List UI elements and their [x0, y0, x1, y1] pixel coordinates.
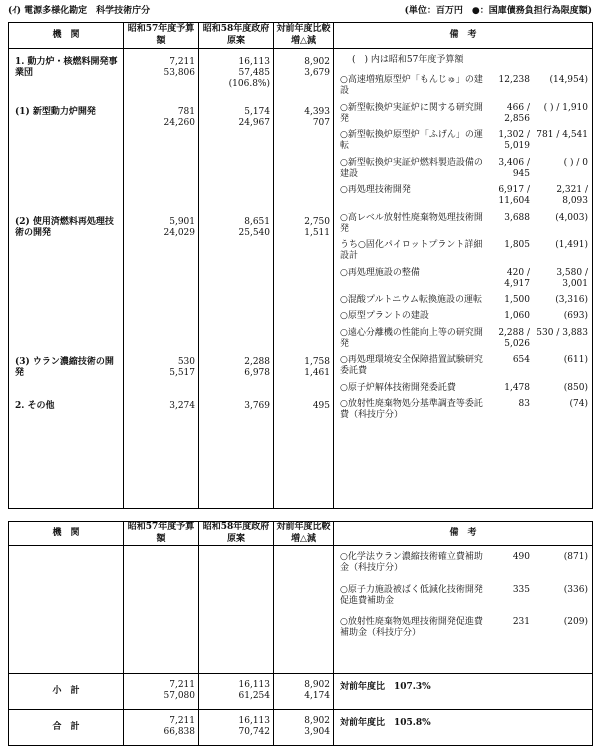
- remark-text: ○化学法ウラン濃縮技術確立費補助金（科技庁分）: [340, 552, 483, 574]
- remark-prev-amount: ( ) / 0: [563, 157, 588, 168]
- value: 57,485: [238, 68, 270, 78]
- value: 6,978: [244, 368, 270, 378]
- row-label-2: (1) 新型動力炉開発: [15, 107, 96, 117]
- remark-amount: 12,238: [498, 75, 530, 85]
- value: 1,758: [304, 357, 330, 367]
- remark-amount: 1,805: [504, 240, 530, 250]
- value: 4,174: [304, 691, 330, 701]
- remark-prev-amount: (3,316): [555, 295, 588, 305]
- remark-item: [338, 75, 592, 98]
- value: 5,901: [169, 217, 195, 227]
- value: 7,211: [169, 57, 195, 67]
- remark-prev-amount: (693): [563, 311, 588, 322]
- remark-item: [338, 158, 592, 181]
- remark-item: [338, 617, 592, 640]
- remark-text: ○新型転換炉原型炉「ふげん」の運転: [340, 130, 483, 152]
- col-fy58: 昭和58年度政府原案: [199, 522, 274, 546]
- remark-item: [338, 328, 592, 351]
- remark-amount: 420 / 4,917: [504, 267, 530, 289]
- value: 24,260: [163, 118, 195, 128]
- diff-column: [274, 49, 334, 509]
- col-remarks: 備 考: [334, 522, 593, 546]
- remark-prev-amount: (850): [563, 382, 588, 393]
- total-fy58: [199, 710, 274, 746]
- value: 8,902: [304, 716, 330, 726]
- value: 4,393: [304, 107, 330, 117]
- remark-amount: 335: [512, 584, 530, 595]
- remark-item: [338, 240, 592, 263]
- empty-cell: [124, 546, 199, 674]
- remark-text: ○再処理環境安全保障措置試験研究委託費: [340, 355, 483, 377]
- remark-amount: 1,060: [504, 311, 530, 322]
- value: 5,517: [169, 368, 195, 378]
- value: 781: [177, 107, 195, 117]
- col-remarks: 備 考: [334, 23, 593, 49]
- value: 8,902: [304, 680, 330, 690]
- remark-amount: 6,917 / 11,604: [498, 185, 530, 207]
- col-fy58: 昭和58年度政府原案: [199, 23, 274, 49]
- col-fy57: 昭和57年度予算額: [124, 23, 199, 49]
- value: 53,806: [163, 68, 195, 78]
- remark-text: ○再処理施設の整備: [340, 267, 420, 278]
- remark-text: ○原子炉解体技術開発委託費: [340, 382, 456, 393]
- value: 66,838: [163, 727, 195, 737]
- value: 61,254: [238, 691, 270, 701]
- budget-table-lower: [8, 521, 593, 746]
- value: 25,540: [238, 228, 270, 238]
- remark-amount: 3,688: [504, 212, 530, 223]
- value: 8,651: [244, 217, 270, 227]
- value: 16,113: [238, 716, 270, 726]
- row-label-5: 2. その他: [15, 401, 55, 411]
- remark-prev-amount: (611): [563, 355, 588, 365]
- value: 2,288: [244, 357, 270, 367]
- remark-text: ○放射性廃棄物処分基準調査等委託費（科技庁分）: [340, 398, 483, 420]
- remark-item: [338, 268, 592, 291]
- value: (106.8%): [228, 79, 270, 89]
- remark-amount: 1,478: [504, 382, 530, 393]
- value: 70,742: [238, 727, 270, 737]
- row-label-1: 1. 動力炉・核燃料開発事業団: [15, 57, 118, 79]
- remark-item: [338, 185, 592, 208]
- value: 24,967: [238, 118, 270, 128]
- remark-amount: 1,500: [504, 295, 530, 305]
- remark-prev-amount: (209): [563, 617, 588, 627]
- value: 5,174: [244, 107, 270, 117]
- remark-text: ○新型転換炉実証炉に関する研究開発: [340, 102, 483, 124]
- note-intro: ( ) 内は昭和57年度予算額: [352, 55, 464, 65]
- remark-text: うち○固化パイロットプラント詳細設計: [340, 240, 483, 262]
- remark-text: ○原子力施設被ばく低減化技術開発促進費補助金: [340, 584, 483, 606]
- total-note: 対前年度比 105.8%: [334, 710, 593, 746]
- subtotal-note: 対前年度比 107.3%: [334, 674, 593, 710]
- remark-amount: 2,288 / 5,026: [498, 327, 530, 349]
- header-title: (ｲ) 電源多様化勘定 科学技術庁分: [8, 6, 151, 16]
- value: 1,461: [304, 368, 330, 378]
- agency-column: [9, 49, 124, 509]
- col-agency: 機 関: [9, 522, 124, 546]
- remark-text: ○混酸プルトニウム転換施設の運転: [340, 295, 483, 305]
- remark-amount: 490: [512, 552, 530, 562]
- remark-amount: 654: [512, 355, 530, 365]
- empty-cell: [9, 546, 124, 674]
- remark-text: ○高レベル放射性廃棄物処理技術開発: [340, 212, 483, 234]
- subtotal-label: 小 計: [9, 674, 124, 710]
- empty-cell: [274, 546, 334, 674]
- remark-text: ○原型プラントの建設: [340, 311, 429, 322]
- remark-prev-amount: 3,580 / 3,001: [556, 267, 588, 289]
- value: 24,029: [163, 228, 195, 238]
- total-label: 合 計: [9, 710, 124, 746]
- value: 707: [312, 118, 330, 128]
- remark-prev-amount: ( ) / 1,910: [543, 102, 588, 113]
- subtotal-fy58: [199, 674, 274, 710]
- remark-prev-amount: (1,491): [555, 240, 588, 250]
- remark-text: ○新型転換炉実証炉燃料製造設備の建設: [340, 157, 483, 179]
- budget-table-upper: [8, 22, 593, 509]
- remark-prev-amount: 781 / 4,541: [536, 130, 588, 140]
- value: 57,080: [163, 691, 195, 701]
- remark-item: [338, 103, 592, 126]
- col-agency: 機 関: [9, 23, 124, 49]
- value: 8,902: [304, 57, 330, 67]
- remark-item: [338, 311, 592, 322]
- empty-cell: [199, 546, 274, 674]
- value: 16,113: [238, 680, 270, 690]
- col-diff: 対前年度比較増△減: [274, 522, 334, 546]
- row-label-4: (3) ウラン濃縮技術の開発: [15, 357, 114, 379]
- remark-text: ○再処理技術開発: [340, 185, 411, 195]
- remark-item: [338, 130, 592, 153]
- total-diff: [274, 710, 334, 746]
- remark-text: ○放射性廃棄物処理技術開発促進費補助金（科技庁分）: [340, 617, 483, 639]
- value: 7,211: [169, 716, 195, 726]
- total-fy57: [124, 710, 199, 746]
- value: 530: [177, 357, 195, 367]
- remark-item: [338, 399, 592, 422]
- subtotal-fy57: [124, 674, 199, 710]
- remarks-column-lower: [334, 546, 593, 674]
- remark-amount: 3,406 / 945: [498, 157, 530, 179]
- value: 3,274: [169, 401, 195, 411]
- remark-prev-amount: 2,321 / 8,093: [556, 185, 588, 207]
- remark-prev-amount: (871): [563, 552, 588, 562]
- value: 1,511: [304, 228, 330, 238]
- remark-amount: 83: [518, 398, 530, 409]
- subtotal-diff: [274, 674, 334, 710]
- fy57-column: [124, 49, 199, 509]
- value: 3,904: [304, 727, 330, 737]
- remark-amount: 231: [512, 617, 530, 627]
- row-label-3: (2) 使用済燃料再処理技術の開発: [15, 217, 114, 239]
- value: 2,750: [304, 217, 330, 227]
- value: 3,769: [244, 401, 270, 411]
- remark-item: [338, 383, 592, 394]
- remark-amount: 466 / 2,856: [504, 102, 530, 124]
- remark-item: [338, 585, 592, 608]
- value: 16,113: [238, 57, 270, 67]
- remark-item: [338, 355, 592, 378]
- fy58-column: [199, 49, 274, 509]
- remark-prev-amount: (74): [569, 398, 588, 409]
- remark-item: [338, 552, 592, 575]
- header-unit: (単位：百万円 ●：国庫債務負担行為限度額): [404, 6, 592, 16]
- col-diff: 対前年度比較増△減: [274, 23, 334, 49]
- remarks-column: [334, 49, 593, 509]
- value: 3,679: [304, 68, 330, 78]
- col-fy57: 昭和57年度予算額: [124, 522, 199, 546]
- remark-amount: 1,302 / 5,019: [498, 130, 530, 152]
- page-header: [8, 6, 592, 18]
- remark-prev-amount: (4,003): [555, 212, 588, 223]
- remarks-list: [338, 75, 592, 421]
- remark-text: ○遠心分離機の性能向上等の研究開発: [340, 327, 483, 349]
- remark-prev-amount: 530 / 3,883: [536, 327, 588, 338]
- remark-text: ○高速増殖原型炉「もんじゅ」の建設: [340, 75, 483, 97]
- remark-prev-amount: (14,954): [549, 75, 588, 85]
- remarks-list-lower: [338, 552, 592, 640]
- remark-item: [338, 295, 592, 306]
- remark-item: [338, 213, 592, 236]
- value: 7,211: [169, 680, 195, 690]
- remark-prev-amount: (336): [563, 584, 588, 595]
- value: 495: [312, 401, 330, 411]
